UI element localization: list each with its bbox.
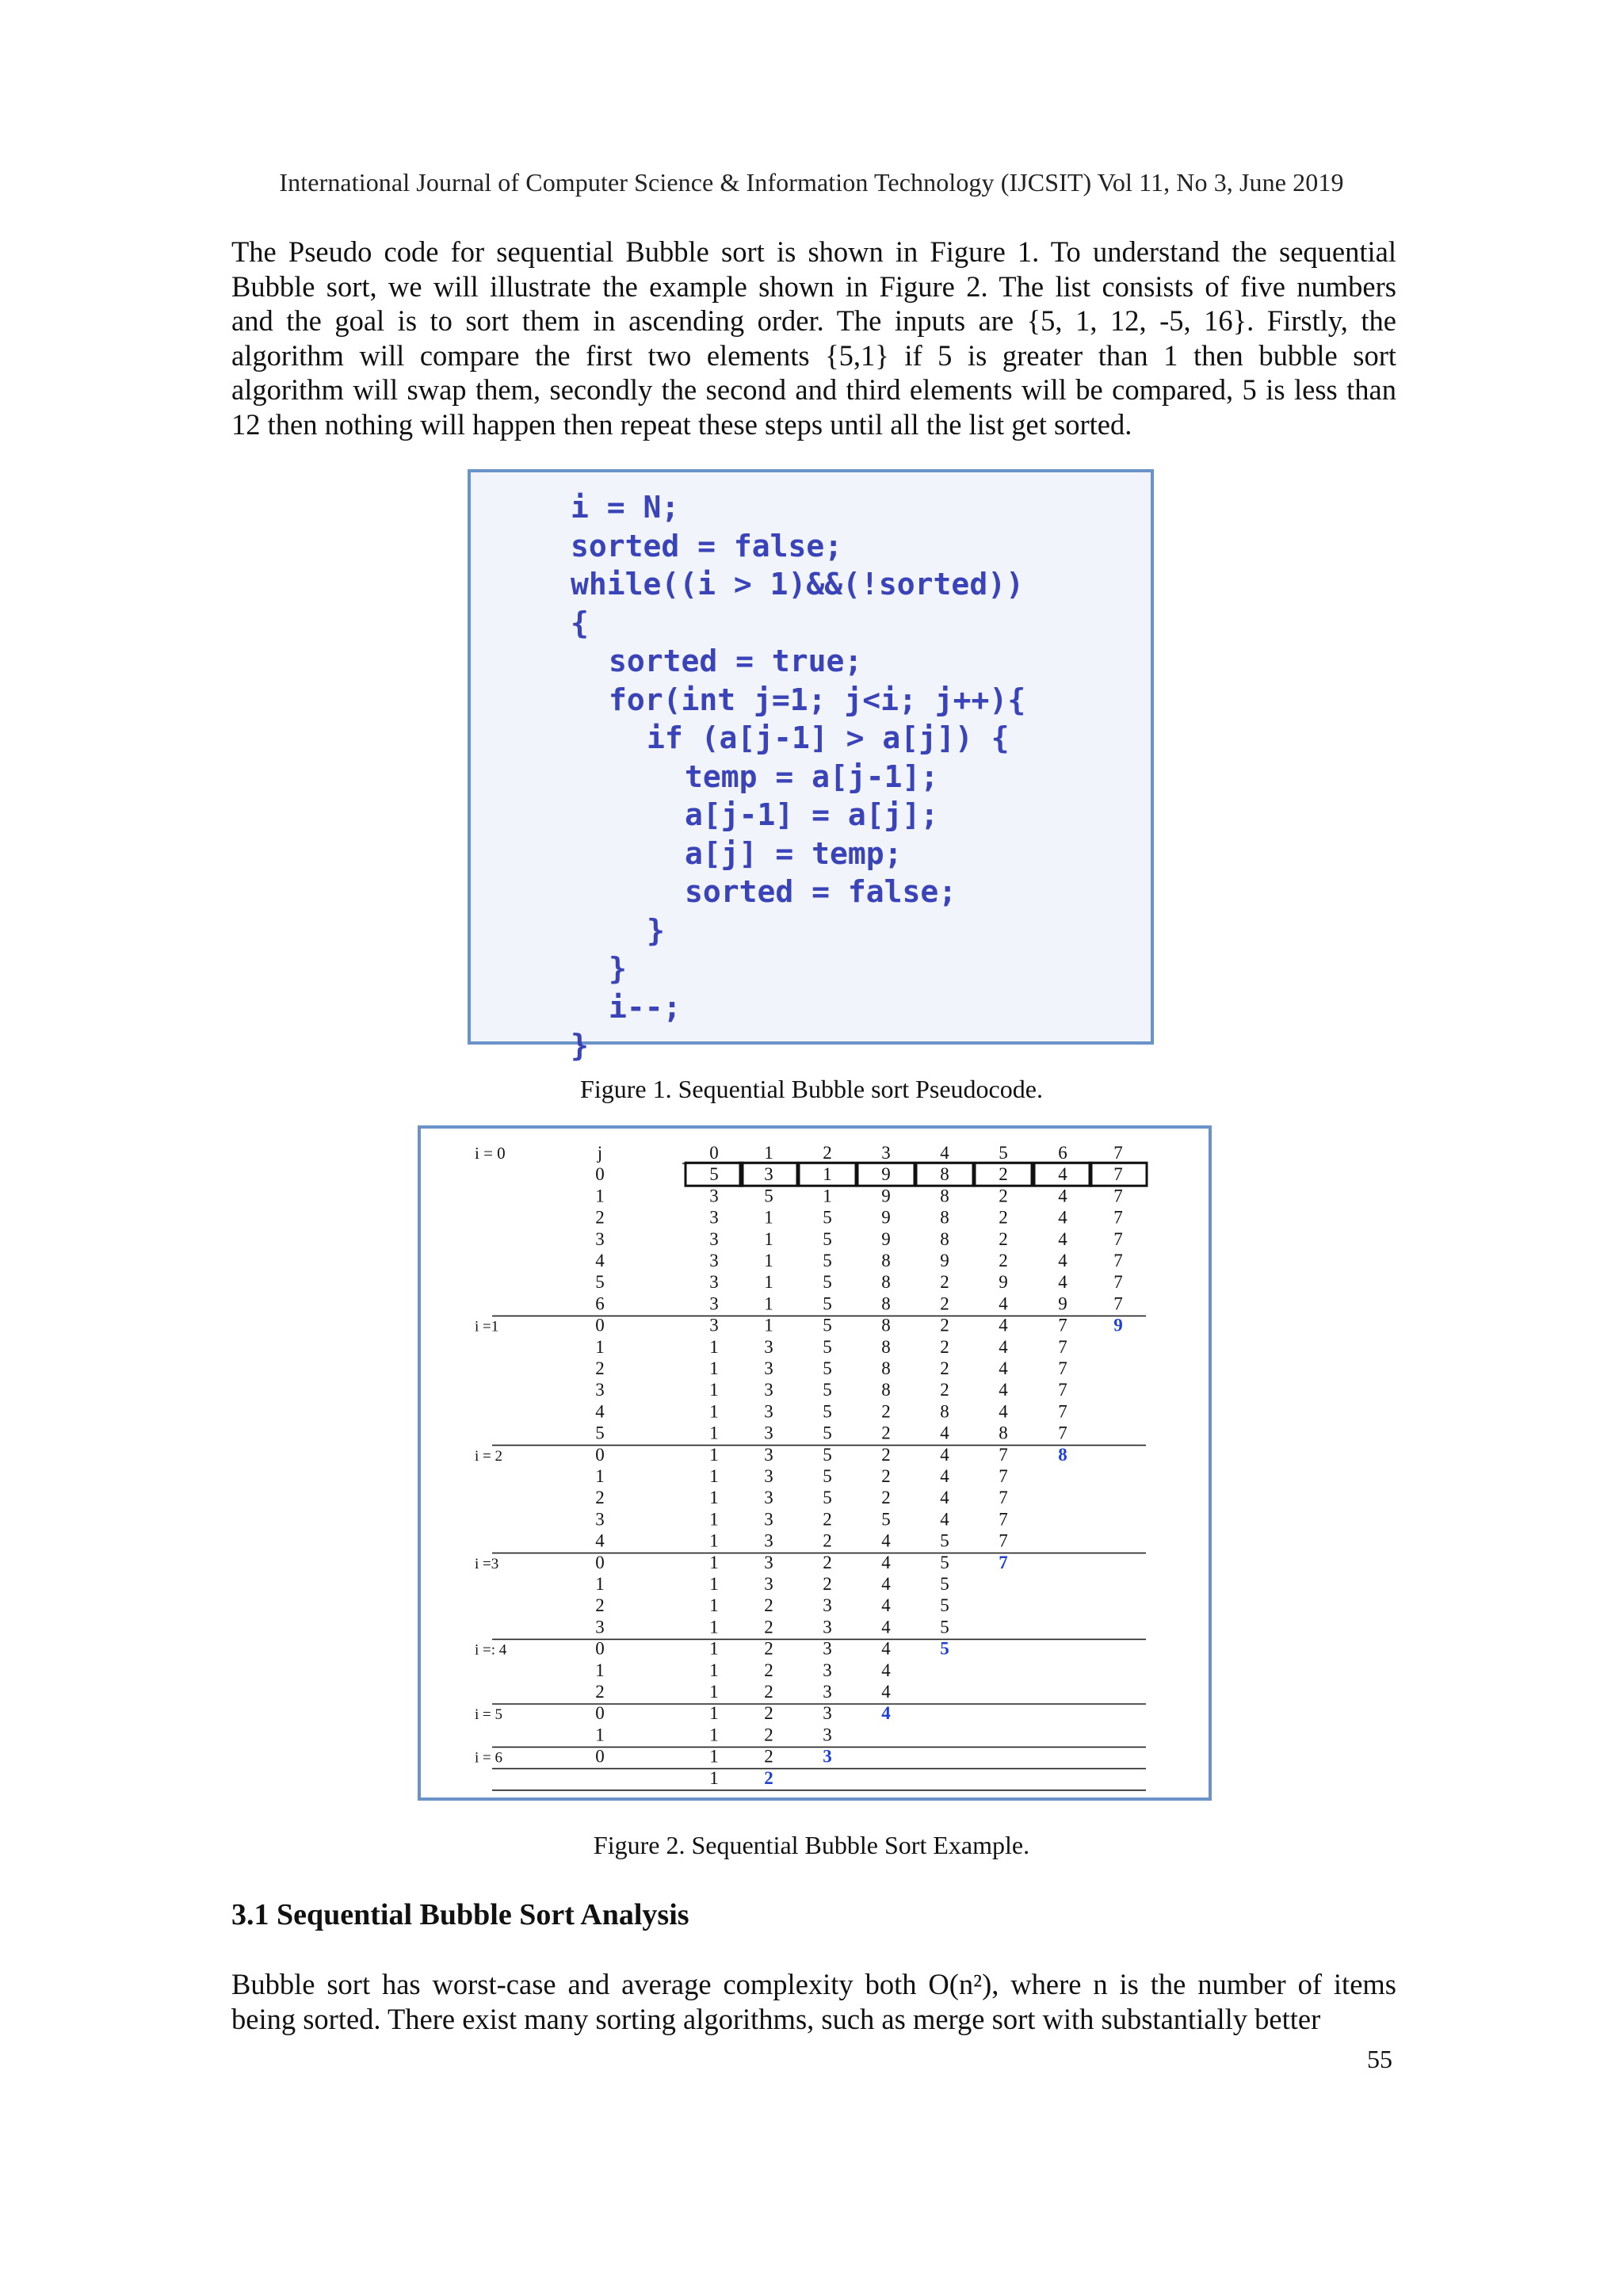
table-cell: 3 xyxy=(764,1530,773,1551)
table-cell: 3 xyxy=(709,1272,719,1293)
table-cell: 5 xyxy=(764,1186,773,1206)
j-cell: 1 xyxy=(595,1186,605,1206)
intro-line: 12 then nothing will happen then repeat these steps until all the list get sorted. xyxy=(231,407,1132,441)
code-line: } xyxy=(647,912,665,948)
j-cell: 2 xyxy=(595,1682,605,1702)
table-cell: 3 xyxy=(764,1488,773,1508)
intro-line: algorithm will compare the first two elements {5,1} if 5 is greater than 1 then bubble sort xyxy=(231,338,1396,372)
j-cell: 5 xyxy=(595,1272,605,1293)
code-line: while((i > 1)&&(!sorted)) xyxy=(571,567,1024,602)
table-cell: 8 xyxy=(999,1423,1008,1443)
j-cell: 6 xyxy=(595,1293,605,1314)
intro-line: Bubble sort, we will illustrate the example shown in Figure 2. The list consists of five numbers xyxy=(231,269,1396,303)
table-cell: 1 xyxy=(709,1530,719,1551)
table-cell: 3 xyxy=(764,1574,773,1594)
table-cell: 9 xyxy=(881,1186,891,1206)
table-cell: 5 xyxy=(823,1293,832,1314)
table-cell: 8 xyxy=(881,1293,891,1314)
code-line: temp = a[j-1]; xyxy=(685,758,939,794)
table-cell: 4 xyxy=(881,1530,891,1551)
table-cell: 2 xyxy=(764,1638,773,1659)
table-cell: 4 xyxy=(1058,1272,1067,1293)
sorted-value: 5 xyxy=(940,1638,949,1659)
table-cell: 5 xyxy=(823,1358,832,1378)
table-cell: 5 xyxy=(823,1401,832,1422)
table-cell: 5 xyxy=(823,1336,832,1357)
table-cell: 7 xyxy=(1113,1251,1123,1270)
table-cell: 1 xyxy=(764,1293,773,1314)
j-cell: 0 xyxy=(595,1164,605,1185)
figure2-caption: Figure 2. Sequential Bubble Sort Example. xyxy=(593,1831,1030,1859)
j-cell: 0 xyxy=(595,1444,605,1465)
table-cell: 9 xyxy=(999,1272,1008,1293)
pass-label: i = 5 xyxy=(475,1706,502,1724)
table-cell: 3 xyxy=(823,1703,832,1724)
table-cell: 3 xyxy=(709,1315,719,1335)
table-cell: 1 xyxy=(709,1638,719,1659)
page-number: 55 xyxy=(1367,2045,1392,2073)
table-cell: 4 xyxy=(940,1444,949,1465)
table-cell: 3 xyxy=(709,1293,719,1314)
table-cell: 3 xyxy=(764,1509,773,1530)
j-cell: 1 xyxy=(595,1466,605,1486)
intro-paragraph xyxy=(231,235,1396,441)
code-line: a[j] = temp; xyxy=(685,835,903,871)
analysis-line: being sorted. There exist many sorting algorithms, such as merge sort with substantially better xyxy=(231,2002,1321,2035)
table-cell: 3 xyxy=(709,1228,719,1249)
table-cell: 2 xyxy=(940,1293,949,1314)
table-cell: 1 xyxy=(709,1682,719,1702)
sorted-value: 9 xyxy=(1113,1315,1123,1335)
column-header: 2 xyxy=(823,1143,832,1163)
j-cell: 1 xyxy=(595,1660,605,1680)
table-cell: 3 xyxy=(709,1207,719,1228)
table-cell: 7 xyxy=(1058,1358,1067,1378)
table-cell: 1 xyxy=(823,1186,832,1206)
table-cell: 7 xyxy=(999,1444,1008,1465)
table-cell: 5 xyxy=(940,1552,949,1572)
j-cell: 0 xyxy=(595,1746,605,1767)
table-cell: 8 xyxy=(881,1315,891,1335)
j-cell: 0 xyxy=(595,1552,605,1572)
table-cell: 1 xyxy=(764,1228,773,1249)
table-cell: 5 xyxy=(823,1380,832,1400)
code-line: for(int j=1; j<i; j++){ xyxy=(609,682,1026,717)
table-cell: 1 xyxy=(709,1617,719,1637)
table-cell: 4 xyxy=(881,1617,891,1637)
table-cell: 5 xyxy=(823,1466,832,1486)
table-cell: 7 xyxy=(1113,1207,1123,1228)
table-cell: 3 xyxy=(823,1595,832,1616)
table-cell: 9 xyxy=(1058,1293,1067,1314)
table-cell: 3 xyxy=(764,1358,773,1378)
table-cell: 7 xyxy=(1058,1315,1067,1335)
table-cell: 2 xyxy=(881,1488,891,1508)
table-cell: 3 xyxy=(764,1423,773,1443)
sorted-value: 4 xyxy=(881,1703,891,1724)
pass-label: i = 2 xyxy=(475,1447,502,1465)
table-cell: 3 xyxy=(764,1401,773,1422)
table-cell: 3 xyxy=(764,1466,773,1486)
table-cell: 1 xyxy=(709,1552,719,1572)
table-cell: 2 xyxy=(881,1423,891,1443)
sorted-value: 3 xyxy=(823,1746,832,1767)
table-cell: 4 xyxy=(881,1682,891,1702)
pass-label: i = 6 xyxy=(475,1749,502,1767)
table-cell: 5 xyxy=(940,1595,949,1616)
table-cell: 7 xyxy=(1058,1336,1067,1357)
table-cell: 4 xyxy=(1058,1186,1067,1206)
table-cell: 8 xyxy=(940,1207,949,1228)
table-cell: 2 xyxy=(823,1530,832,1551)
table-cell: 3 xyxy=(823,1725,832,1745)
table-cell: 2 xyxy=(999,1186,1008,1206)
table-cell: 9 xyxy=(940,1251,949,1270)
table-cell: 8 xyxy=(881,1358,891,1378)
table-cell: 4 xyxy=(999,1293,1008,1314)
table-cell: 4 xyxy=(999,1401,1008,1422)
pass-label: i =: 4 xyxy=(475,1641,507,1659)
table-cell: 7 xyxy=(1058,1401,1067,1422)
table-cell: 3 xyxy=(764,1380,773,1400)
table-cell: 2 xyxy=(764,1746,773,1767)
table-cell: 1 xyxy=(764,1315,773,1335)
j-cell: 4 xyxy=(595,1401,605,1422)
table-cell: 5 xyxy=(823,1444,832,1465)
j-cell: 2 xyxy=(595,1207,605,1228)
table-cell: 2 xyxy=(823,1574,832,1594)
table-cell: 9 xyxy=(881,1228,891,1249)
j-cell: 1 xyxy=(595,1725,605,1745)
pseudocode-box xyxy=(468,469,1154,1063)
table-cell: 4 xyxy=(999,1358,1008,1378)
input-value: 4 xyxy=(1058,1164,1067,1185)
pass-label: i =1 xyxy=(475,1318,499,1335)
code-line: sorted = true; xyxy=(609,644,863,678)
j-cell: 4 xyxy=(595,1251,605,1270)
table-cell: 2 xyxy=(999,1228,1008,1249)
table-cell: 5 xyxy=(881,1509,891,1530)
table-cell: 7 xyxy=(1113,1293,1123,1314)
section-heading: 3.1 Sequential Bubble Sort Analysis xyxy=(231,1898,689,1931)
code-line: i--; xyxy=(609,989,682,1025)
table-cell: 7 xyxy=(999,1466,1008,1486)
table-cell: 1 xyxy=(709,1401,719,1422)
j-cell: 3 xyxy=(595,1380,605,1400)
table-cell: 2 xyxy=(881,1401,891,1422)
j-cell: 1 xyxy=(595,1336,605,1357)
table-cell: 7 xyxy=(1113,1228,1123,1249)
table-cell: 8 xyxy=(881,1380,891,1400)
sorted-value: 7 xyxy=(999,1552,1008,1572)
table-cell: 7 xyxy=(1058,1423,1067,1443)
table-cell: 1 xyxy=(709,1380,719,1400)
column-header: 3 xyxy=(881,1143,891,1163)
table-cell: 3 xyxy=(709,1186,719,1206)
table-cell: 2 xyxy=(940,1358,949,1378)
intro-line: The Pseudo code for sequential Bubble sort is shown in Figure 1. To understand the sequential xyxy=(231,235,1396,268)
table-cell: 4 xyxy=(999,1380,1008,1400)
analysis-paragraph xyxy=(231,1967,1396,2036)
table-cell: 1 xyxy=(709,1358,719,1378)
table-cell: 8 xyxy=(881,1336,891,1357)
sorted-value: 2 xyxy=(764,1767,773,1788)
table-cell: 4 xyxy=(1058,1228,1067,1249)
table-cell: 7 xyxy=(999,1530,1008,1551)
j-cell: 2 xyxy=(595,1488,605,1508)
j-cell: 2 xyxy=(595,1595,605,1616)
table-cell: 1 xyxy=(709,1466,719,1486)
table-cell: 1 xyxy=(709,1660,719,1680)
table-cell: 4 xyxy=(940,1466,949,1486)
input-value: 7 xyxy=(1113,1164,1123,1185)
input-value: 9 xyxy=(881,1164,891,1185)
table-cell: 4 xyxy=(881,1595,891,1616)
j-cell: 5 xyxy=(595,1423,605,1443)
table-cell: 4 xyxy=(999,1336,1008,1357)
table-cell: 1 xyxy=(709,1423,719,1443)
table-cell: 3 xyxy=(823,1660,832,1680)
table-cell: 7 xyxy=(1113,1272,1123,1293)
input-value: 2 xyxy=(999,1164,1008,1185)
input-value: 5 xyxy=(709,1164,719,1185)
table-cell: 4 xyxy=(940,1423,949,1443)
table-cell: 2 xyxy=(940,1336,949,1357)
column-header: 5 xyxy=(999,1143,1008,1163)
table-cell: 4 xyxy=(999,1315,1008,1335)
table-cell: 2 xyxy=(881,1466,891,1486)
column-header: 7 xyxy=(1113,1143,1123,1163)
code-line: a[j-1] = a[j]; xyxy=(685,797,939,832)
table-cell: 4 xyxy=(881,1574,891,1594)
j-cell: 2 xyxy=(595,1358,605,1378)
table-cell: 2 xyxy=(764,1725,773,1745)
table-cell: 4 xyxy=(881,1660,891,1680)
j-cell: 0 xyxy=(595,1638,605,1659)
table-cell: 2 xyxy=(764,1617,773,1637)
journal-header: International Journal of Computer Science & Information Technology (IJCSIT) Vol 11, No 3, June 2019 xyxy=(279,168,1344,197)
table-cell: 1 xyxy=(709,1574,719,1594)
table-cell: 5 xyxy=(823,1207,832,1228)
table-cell: 1 xyxy=(709,1488,719,1508)
table-cell: 1 xyxy=(709,1703,719,1724)
table-cell: 8 xyxy=(940,1401,949,1422)
table-cell: 4 xyxy=(940,1509,949,1530)
j-cell: 3 xyxy=(595,1617,605,1637)
table-cell: 1 xyxy=(709,1595,719,1616)
table-cell: 2 xyxy=(823,1509,832,1530)
analysis-line: Bubble sort has worst-case and average complexity both O(n²), where n is the number of items xyxy=(231,1968,1396,2000)
table-cell: 4 xyxy=(1058,1207,1067,1228)
table-cell: 7 xyxy=(1058,1380,1067,1400)
j-cell: 3 xyxy=(595,1509,605,1530)
table-cell: 7 xyxy=(999,1488,1008,1508)
table-cell: 4 xyxy=(881,1638,891,1659)
code-line: i = N; xyxy=(571,490,680,525)
table-cell: 5 xyxy=(823,1251,832,1270)
table-cell: 2 xyxy=(999,1251,1008,1270)
table-cell: 1 xyxy=(709,1746,719,1767)
table-cell: 2 xyxy=(940,1272,949,1293)
j-cell: 3 xyxy=(595,1228,605,1249)
table-cell: 2 xyxy=(764,1660,773,1680)
table-cell: 3 xyxy=(823,1638,832,1659)
table-cell: 4 xyxy=(1058,1251,1067,1270)
i-label: i = 0 xyxy=(475,1144,506,1163)
sorted-value: 8 xyxy=(1058,1444,1067,1465)
table-cell: 7 xyxy=(1113,1186,1123,1206)
table-cell: 5 xyxy=(940,1617,949,1637)
table-cell: 5 xyxy=(823,1228,832,1249)
table-cell: 5 xyxy=(940,1574,949,1594)
table-cell: 3 xyxy=(764,1444,773,1465)
code-line: } xyxy=(571,1028,589,1063)
intro-line: and the goal is to sort them in ascending order. The inputs are {5, 1, 12, -5, 16}. Firstly, the xyxy=(231,304,1396,337)
table-cell: 3 xyxy=(764,1336,773,1357)
j-cell: 4 xyxy=(595,1530,605,1551)
table-cell: 5 xyxy=(823,1315,832,1335)
table-cell: 2 xyxy=(881,1444,891,1465)
pass-label: i =3 xyxy=(475,1555,499,1572)
table-cell: 9 xyxy=(881,1207,891,1228)
table-cell: 5 xyxy=(940,1530,949,1551)
column-header: 6 xyxy=(1058,1143,1067,1163)
table-cell: 1 xyxy=(709,1767,719,1788)
input-value: 1 xyxy=(823,1164,832,1185)
j-cell: 0 xyxy=(595,1315,605,1335)
table-cell: 5 xyxy=(823,1272,832,1293)
table-cell: 8 xyxy=(881,1251,891,1270)
j-header: j xyxy=(597,1143,603,1163)
table-cell: 1 xyxy=(709,1336,719,1357)
input-value: 8 xyxy=(940,1164,949,1185)
table-cell: 3 xyxy=(823,1682,832,1702)
table-cell: 8 xyxy=(881,1272,891,1293)
table-cell: 2 xyxy=(940,1315,949,1335)
table-cell: 7 xyxy=(999,1509,1008,1530)
column-header: 0 xyxy=(709,1143,719,1163)
table-cell: 1 xyxy=(764,1251,773,1270)
table-cell: 3 xyxy=(823,1617,832,1637)
table-cell: 2 xyxy=(764,1595,773,1616)
code-line: { xyxy=(571,605,589,640)
code-line: sorted = false; xyxy=(571,528,843,563)
table-cell: 2 xyxy=(940,1380,949,1400)
table-cell: 5 xyxy=(823,1423,832,1443)
code-line: if (a[j-1] > a[j]) { xyxy=(647,720,1010,755)
table-cell: 4 xyxy=(881,1552,891,1572)
table-cell: 1 xyxy=(709,1444,719,1465)
table-cell: 3 xyxy=(709,1251,719,1270)
table-cell: 2 xyxy=(764,1703,773,1724)
table-cell: 2 xyxy=(823,1552,832,1572)
table-cell: 1 xyxy=(764,1207,773,1228)
table-cell: 2 xyxy=(999,1207,1008,1228)
code-line: } xyxy=(609,951,627,986)
table-cell: 1 xyxy=(709,1509,719,1530)
column-header: 1 xyxy=(764,1143,773,1163)
code-line: sorted = false; xyxy=(685,874,957,909)
table-cell: 8 xyxy=(940,1228,949,1249)
table-cell: 3 xyxy=(764,1552,773,1572)
bubble-sort-trace-table xyxy=(421,1129,1209,1797)
input-value: 3 xyxy=(764,1164,773,1185)
table-cell: 2 xyxy=(764,1682,773,1702)
j-cell: 0 xyxy=(595,1703,605,1724)
trace-table-box xyxy=(418,1125,1212,1801)
figure1-caption: Figure 1. Sequential Bubble sort Pseudocode. xyxy=(580,1075,1043,1103)
table-cell: 4 xyxy=(940,1488,949,1508)
table-cell: 1 xyxy=(709,1725,719,1745)
table-cell: 8 xyxy=(940,1186,949,1206)
column-header: 4 xyxy=(940,1143,949,1163)
intro-line: algorithm will swap them, secondly the second and third elements will be compared, 5 is less than xyxy=(231,373,1396,406)
table-cell: 1 xyxy=(764,1272,773,1293)
j-cell: 1 xyxy=(595,1574,605,1594)
table-cell: 5 xyxy=(823,1488,832,1508)
